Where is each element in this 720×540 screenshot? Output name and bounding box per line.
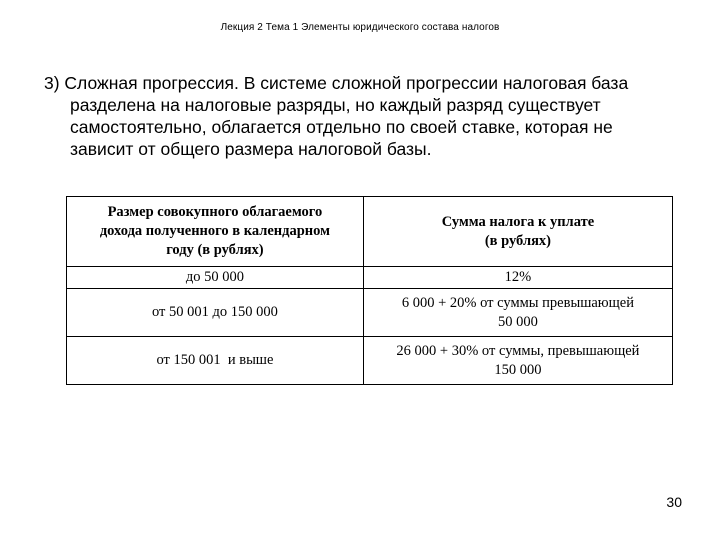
income-value: до 50 000	[185, 269, 244, 285]
header-income-line: дохода полученного в календарном	[99, 223, 331, 239]
tax-value-line: 26 000 + 30% от суммы, превышающей	[396, 342, 640, 359]
body-paragraph	[44, 72, 684, 160]
tax-value: 12%	[504, 269, 532, 285]
header-tax-line: Сумма налога к уплате	[441, 213, 595, 230]
income-cell	[67, 267, 364, 289]
tax-value-line: 150 000	[494, 361, 542, 378]
income-value: от 50 001 до 150 000	[151, 304, 278, 320]
header-income-line: году (в рублях)	[166, 242, 264, 258]
table-header-row	[67, 197, 673, 267]
tax-cell	[363, 337, 672, 385]
income-cell	[67, 289, 364, 337]
header-tax-cell	[363, 197, 672, 267]
paragraph-line: зависит от общего размера налоговой базы.	[70, 139, 432, 159]
tax-value-line: 50 000	[497, 313, 538, 330]
tax-value-line: 6 000 + 20% от суммы превышающей	[401, 294, 634, 311]
header-income-cell	[67, 197, 364, 267]
paragraph-line: разделена на налоговые разряды, но каждый разряд существует	[70, 95, 601, 115]
tax-cell	[363, 267, 672, 289]
table-row	[67, 337, 673, 385]
table-row	[67, 267, 673, 289]
table-row	[67, 289, 673, 337]
paragraph-line: 3) Сложная прогрессия. В системе сложной прогрессии налоговая база	[44, 73, 629, 93]
tax-rate-table	[66, 196, 673, 385]
slide-header-title: Лекция 2 Тема 1 Элементы юридического состава налогов	[220, 22, 500, 33]
header-income-line: Размер совокупного облагаемого	[107, 204, 323, 220]
header-tax-line: (в рублях)	[484, 232, 552, 249]
tax-cell	[363, 289, 672, 337]
page-number: 30	[666, 494, 682, 510]
income-cell	[67, 337, 364, 385]
income-value: от 150 001 и выше	[156, 352, 274, 368]
paragraph-line: самостоятельно, облагается отдельно по своей ставке, которая не	[70, 117, 613, 137]
